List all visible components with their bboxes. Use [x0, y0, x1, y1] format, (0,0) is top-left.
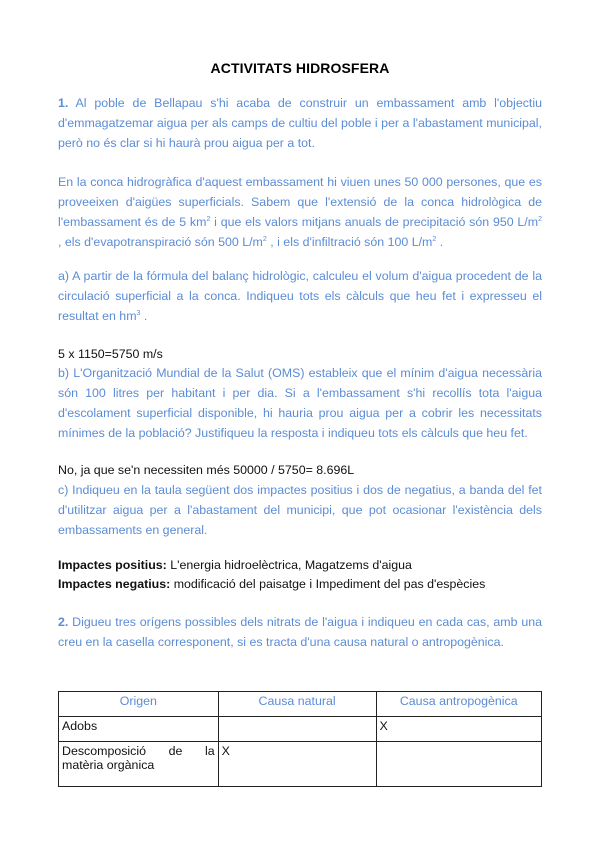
q1-intro — [58, 93, 542, 153]
q1-number: 1. — [58, 96, 69, 110]
superscript-3: 3 — [136, 310, 141, 317]
header-origen: Origen — [59, 692, 219, 717]
q1c-question: c) Indiqueu en la taula següent dos impactes positius i dos de negatius, a banda del fet d'utilitzar aigua per a l'abastament del municipi, que pot ocasionar l'existència dels embassaments en general. — [58, 483, 542, 537]
positive-impacts-label: Impactes positius: — [58, 558, 167, 572]
q2-question-text: Digueu tres orígens possibles dels nitrats de l'aigua i indiqueu en cada cas, amb una creu en la casella corresponent, si es tracta d'una causa natural o antropogènica. — [58, 615, 542, 649]
page-title: ACTIVITATS HIDROSFERA — [210, 60, 390, 76]
cell-origen — [59, 742, 219, 787]
header-causa-natural: Causa natural — [218, 692, 376, 717]
negative-impacts — [58, 574, 542, 594]
q2-number: 2. — [58, 615, 69, 629]
cell-natural — [218, 717, 376, 742]
q1a-question — [58, 266, 542, 326]
q1a-question-text: a) A partir de la fórmula del balanç hidrològic, calculeu el volum d'aigua procedent de la circulació superficial a la conca. Indiqueu tots els càlculs que heu fet i expresseu el resultat en hm — [58, 269, 542, 323]
table-header-row — [59, 692, 542, 717]
cell-origen-line1: Descomposició de la — [62, 744, 215, 758]
q1-context-part-b: i que els valors mitjans anuals de precipitació són 950 L/m — [210, 215, 539, 229]
q1-intro-text: Al poble de Bellapau s'hi acaba de construir un embassament amb l'objectiu d'emmagatzemar aigua per als camps de cultiu del poble i per a l'abastament municipal, però no és clar si hi haurà prou aigua per a tot. — [58, 96, 542, 150]
table-row — [59, 742, 542, 787]
q1-context — [58, 172, 542, 252]
q1-context-part-a: En la conca hidrogràfica d'aquest embassament hi viuen unes 50 000 persones, que es proveeixen d'aigües superficials. Sabem que l'extensió de la conca hidrològica de l'embassament és de 5 km — [58, 175, 542, 229]
q1-context-part-c: , els d'evapotranspiració són 500 L/m — [58, 235, 263, 249]
q1b-question: b) L'Organització Mundial de la Salut (OMS) estableix que el mínim d'aigua necessària són 100 litres per habitant i per dia. Si a l'embassament s'hi recollís tota l'aigua d'escolament superficial disponible, hi hauria prou aigua per a cobrir les necessitats mínimes de la població? Justifiqueu la resposta i indiqueu tots els càlculs que heu fet. — [58, 366, 542, 440]
table-row — [59, 717, 542, 742]
nitrates-table — [58, 691, 542, 787]
positive-impacts-text: L'energia hidroelèctrica, Magatzems d'aigua — [166, 558, 412, 572]
negative-impacts-text: modificació del paisatge i Impediment del pas d'espècies — [170, 577, 486, 591]
header-causa-antropogenica: Causa antropogènica — [376, 692, 542, 717]
q2-question — [58, 612, 542, 652]
q1b-answer: No, ja que se'n necessiten més 50000 / 5750= 8.696L — [58, 463, 355, 477]
cell-origen: Adobs — [59, 717, 219, 742]
positive-impacts — [58, 555, 542, 575]
superscript-2-b: 2 — [538, 216, 542, 223]
negative-impacts-label: Impactes negatius: — [58, 577, 171, 591]
q1-context-part-e: . — [436, 235, 444, 249]
superscript-2-a: 2 — [206, 216, 211, 223]
q1-context-part-d: , i els d'infiltració són 100 L/m — [266, 235, 433, 249]
cell-natural: X — [218, 742, 376, 787]
cell-origen-line2: matèria orgànica — [62, 758, 155, 772]
cell-antropo — [376, 742, 542, 787]
q1a-question-end: . — [140, 309, 148, 323]
q1a-answer: 5 x 1150=5750 m/s — [58, 347, 163, 361]
superscript-2-c: 2 — [262, 236, 267, 243]
cell-antropo: X — [376, 717, 542, 742]
superscript-2-d: 2 — [432, 236, 437, 243]
